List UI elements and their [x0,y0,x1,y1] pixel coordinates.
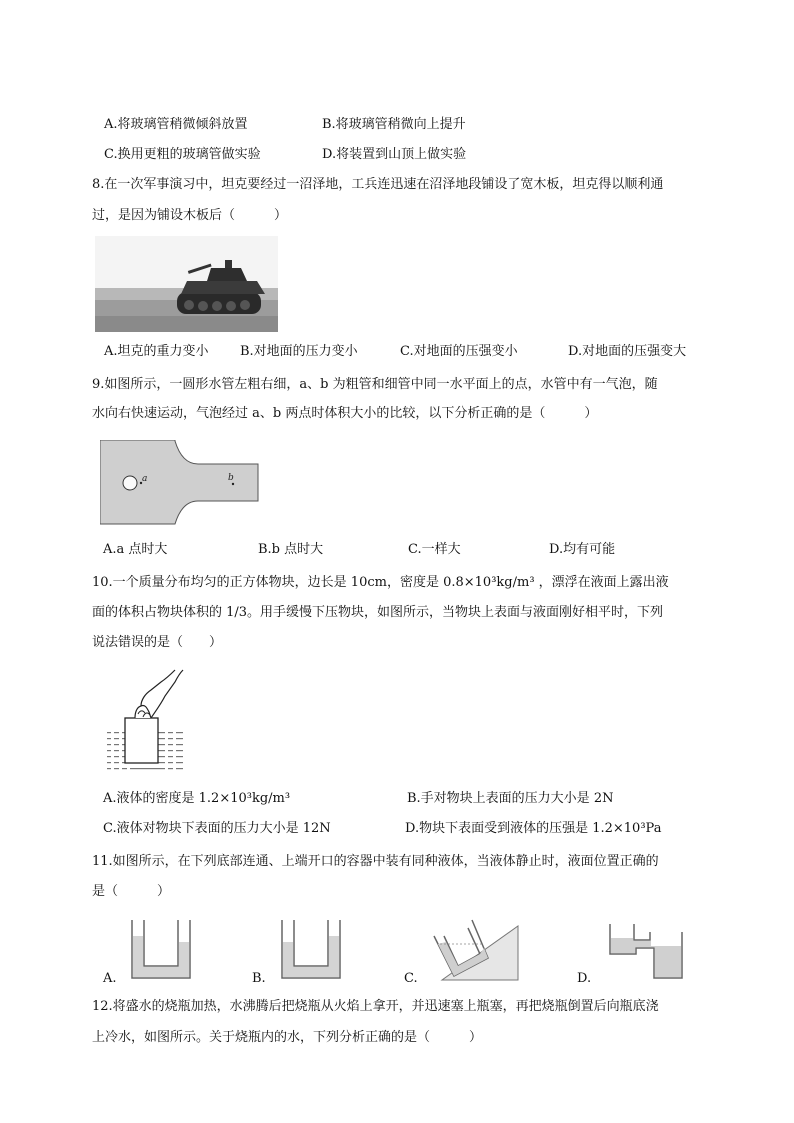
container-a-diagram [130,918,192,980]
tank-photo [95,236,278,332]
q8-option-d: D.对地面的压强变大 [568,344,687,359]
q9-option-c: C.一样大 [408,542,461,557]
q10-option-a: A.液体的密度是 1.2×10³kg/m³ [103,791,291,806]
q10-stem-line1: 10.一个质量分布均匀的正方体物块，边长是 10cm，密度是 0.8×10³kg/m³ ，漂浮在液面上露出液 [92,575,669,590]
q9-option-b: B.b 点时大 [258,542,324,557]
q10-option-c: C.液体对物块下表面的压力大小是 12N [103,821,331,836]
q7-option-a: A.将玻璃管稍微倾斜放置 [104,117,248,132]
q9-option-d: D.均有可能 [549,542,616,557]
q11-option-d-label: D. [577,971,592,986]
q7-option-c: C.换用更粗的玻璃管做实验 [104,147,261,162]
q8-option-b: B.对地面的压力变小 [240,344,358,359]
q10-stem-line3: 说法错误的是（ ） [92,635,223,650]
q8-option-a: A.坦克的重力变小 [104,344,209,359]
q7-option-b: B.将玻璃管稍微向上提升 [322,117,466,132]
q11-option-a-label: A. [103,971,117,986]
container-d-diagram [606,920,686,982]
q11-stem-line2: 是（ ） [92,884,171,899]
pipe-label-b: b [228,473,234,483]
water-pipe-diagram [100,440,260,526]
q11-option-c-label: C. [404,971,418,986]
q9-stem-line2: 水向右快速运动，气泡经过 a、b 两点时体积大小的比较，以下分析正确的是（ ） [92,406,598,421]
q9-option-a: A.a 点时大 [103,542,168,557]
q10-option-b: B.手对物块上表面的压力大小是 2N [407,791,614,806]
q11-option-b-label: B. [252,971,266,986]
block-pressed-by-hand-diagram [105,668,187,774]
q12-stem-line1: 12.将盛水的烧瓶加热，水沸腾后把烧瓶从火焰上拿开，并迅速塞上瓶塞，再把烧瓶倒置后向瓶底浇 [92,999,659,1014]
container-c-diagram [432,914,522,984]
q8-option-c: C.对地面的压强变小 [400,344,518,359]
q8-stem-line2: 过，是因为铺设木板后（ ） [92,208,288,223]
q7-option-d: D.将装置到山顶上做实验 [322,147,467,162]
q9-stem-line1: 9.如图所示，一圆形水管左粗右细，a、b 为粗管和细管中同一水平面上的点，水管中有一气泡，随 [92,377,658,392]
q12-stem-line2: 上冷水，如图所示。关于烧瓶内的水，下列分析正确的是（ ） [92,1030,483,1045]
q11-stem-line1: 11.如图所示，在下列底部连通、上端开口的容器中装有同种液体，当液体静止时，液面位置正确的 [92,854,659,869]
container-b-diagram [280,918,342,980]
q10-option-d: D.物块下表面受到液体的压强是 1.2×10³Pa [405,821,662,836]
q10-stem-line2: 面的体积占物块体积的 1/3。用手缓慢下压物块，如图所示，当物块上表面与液面刚好相平时，下列 [92,605,664,620]
pipe-label-a: a [142,474,148,484]
q8-stem-line1: 8.在一次军事演习中，坦克要经过一沼泽地，工兵连迅速在沼泽地段铺设了宽木板，坦克得以顺利通 [92,177,664,192]
